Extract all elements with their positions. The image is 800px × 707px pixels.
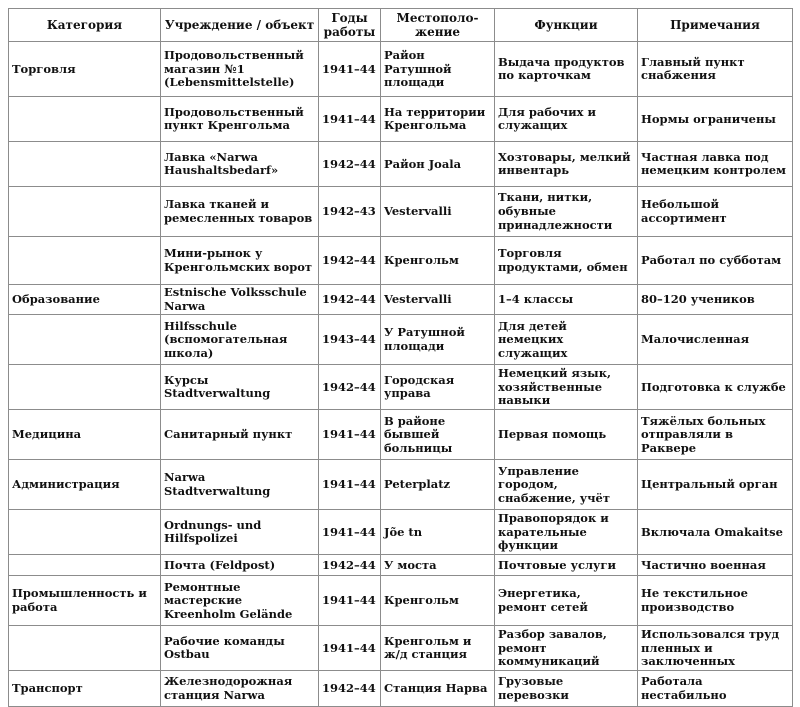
years-cell: 1941–44 [319,460,381,510]
column-header-notes: Примечания [638,9,793,42]
location-cell: Кренгольм и ж/д станция [381,626,495,671]
location-cell: Vestervalli [381,285,495,315]
institution-cell: Курсы Stadtverwaltung [161,365,319,410]
table-row [9,576,793,626]
notes-cell: Работала нестабильно [638,671,793,707]
institution-cell: Estnische Volksschule Narwa [161,285,319,315]
functions-cell: Торговля продуктами, обмен [495,237,638,285]
table-row [9,626,793,671]
years-cell: 1942–43 [319,187,381,237]
column-header-functions: Функции [495,9,638,42]
functions-cell: Грузовые перевозки [495,671,638,707]
location-cell: Район Joala [381,142,495,187]
category-cell [9,97,161,142]
years-cell: 1942–44 [319,365,381,410]
notes-cell: Подготовка к службе [638,365,793,410]
years-cell: 1942–44 [319,555,381,576]
years-cell: 1941–44 [319,510,381,555]
category-cell [9,510,161,555]
notes-cell: Включала Omakaitse [638,510,793,555]
location-cell: Vestervalli [381,187,495,237]
institution-cell: Почта (Feldpost) [161,555,319,576]
years-cell: 1941–44 [319,410,381,460]
institution-cell: Лавка тканей и ремесленных товаров [161,187,319,237]
location-cell: У моста [381,555,495,576]
institution-cell: Продовольственный пункт Кренгольма [161,97,319,142]
category-cell: Медицина [9,410,161,460]
functions-cell: Почтовые услуги [495,555,638,576]
location-cell: Станция Нарва [381,671,495,707]
table-row [9,315,793,365]
table-row [9,142,793,187]
functions-cell: Правопорядок и карательные функции [495,510,638,555]
functions-cell: Первая помощь [495,410,638,460]
header-row [9,9,793,42]
years-cell: 1943–44 [319,315,381,365]
institution-cell: Продовольственный магазин №1 (Lebensmittelstelle) [161,42,319,97]
category-cell [9,315,161,365]
institutions-table [8,8,793,707]
notes-cell: Использовался труд пленных и заключенных [638,626,793,671]
institution-cell: Мини-рынок у Кренгольмских ворот [161,237,319,285]
functions-cell: Выдача продуктов по карточкам [495,42,638,97]
years-cell: 1942–44 [319,671,381,707]
column-header-category: Категория [9,9,161,42]
table-row [9,97,793,142]
category-cell [9,626,161,671]
years-cell: 1942–44 [319,285,381,315]
category-cell: Образование [9,285,161,315]
notes-cell: Тяжёлых больных отправляли в Раквере [638,410,793,460]
functions-cell: Управление городом, снабжение, учёт [495,460,638,510]
notes-cell: Небольшой ассортимент [638,187,793,237]
functions-cell: Разбор завалов, ремонт коммуникаций [495,626,638,671]
functions-cell: Энергетика, ремонт сетей [495,576,638,626]
notes-cell: 80–120 учеников [638,285,793,315]
functions-cell: Для рабочих и служащих [495,97,638,142]
location-cell: Район Ратушной площади [381,42,495,97]
category-cell: Транспорт [9,671,161,707]
table-row [9,187,793,237]
column-header-years: Годы работы [319,9,381,42]
table-row [9,285,793,315]
institution-cell: Ремонтные мастерские Kreenholm Gelände [161,576,319,626]
years-cell: 1941–44 [319,97,381,142]
years-cell: 1941–44 [319,576,381,626]
table-row [9,42,793,97]
notes-cell: Работал по субботам [638,237,793,285]
category-cell [9,555,161,576]
category-cell [9,187,161,237]
years-cell: 1942–44 [319,142,381,187]
category-cell [9,142,161,187]
institution-cell: Железнодорожная станция Narwa [161,671,319,707]
notes-cell: Малочисленная [638,315,793,365]
table-row [9,460,793,510]
functions-cell: Хозтовары, мелкий инвентарь [495,142,638,187]
table-row [9,410,793,460]
notes-cell: Частично военная [638,555,793,576]
functions-cell: 1–4 классы [495,285,638,315]
column-header-institution: Учреждение / объект [161,9,319,42]
table-row [9,510,793,555]
institution-cell: Санитарный пункт [161,410,319,460]
notes-cell: Нормы ограничены [638,97,793,142]
category-cell: Торговля [9,42,161,97]
category-cell: Администрация [9,460,161,510]
notes-cell: Частная лавка под немецким контролем [638,142,793,187]
category-cell [9,237,161,285]
location-cell: Peterplatz [381,460,495,510]
table-body [9,42,793,707]
institution-cell: Лавка «Narwa Haushaltsbedarf» [161,142,319,187]
category-cell [9,365,161,410]
functions-cell: Для детей немецких служащих [495,315,638,365]
notes-cell: Главный пункт снабжения [638,42,793,97]
location-cell: Городская управа [381,365,495,410]
category-cell: Промышленность и работа [9,576,161,626]
table-row [9,237,793,285]
institution-cell: Ordnungs- und Hilfspolizei [161,510,319,555]
table-row [9,555,793,576]
location-cell: На территории Кренгольма [381,97,495,142]
institution-cell: Narwa Stadtverwaltung [161,460,319,510]
location-cell: У Ратушной площади [381,315,495,365]
years-cell: 1941–44 [319,42,381,97]
notes-cell: Центральный орган [638,460,793,510]
years-cell: 1942–44 [319,237,381,285]
table-row [9,365,793,410]
functions-cell: Немецкий язык, хозяйственные навыки [495,365,638,410]
table-row [9,671,793,707]
location-cell: В районе бывшей больницы [381,410,495,460]
years-cell: 1941–44 [319,626,381,671]
location-cell: Кренгольм [381,576,495,626]
institution-cell: Рабочие команды Ostbau [161,626,319,671]
column-header-location: Местополо-жение [381,9,495,42]
location-cell: Кренгольм [381,237,495,285]
location-cell: Jõe tn [381,510,495,555]
institution-cell: Hilfsschule (вспомогательная школа) [161,315,319,365]
functions-cell: Ткани, нитки, обувные принадлежности [495,187,638,237]
notes-cell: Не текстильное производство [638,576,793,626]
